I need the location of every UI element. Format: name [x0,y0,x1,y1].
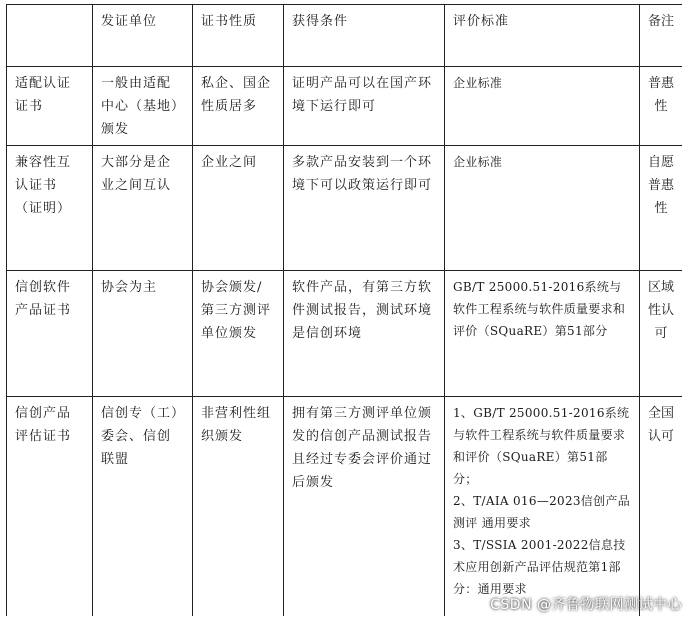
condition-cell: 多款产品安装到一个环境下可以政策运行即可 [284,146,445,271]
certificate-name-cell: 适配认证证书 [7,67,93,146]
certificate-name-cell: 信创软件产品证书 [7,271,93,397]
nature-cell: 非营利性组织颁发 [193,397,284,617]
table-row [7,271,683,397]
note-cell: 自愿普惠性 [640,146,683,271]
standard-cell [445,271,640,397]
standard-line: 企业标准 [453,155,503,169]
header-cell-note: 备注 [640,5,683,67]
document-sheet [6,4,682,616]
standard-cell [445,397,640,617]
header-cell-condition: 获得条件 [284,5,445,67]
issuer-cell: 协会为主 [93,271,193,397]
header-cell-nature: 证书性质 [193,5,284,67]
table-header-row [7,5,683,67]
standard-cell [445,67,640,146]
condition-cell: 拥有第三方测评单位颁发的信创产品测试报告且经过专委会评价通过后颁发 [284,397,445,617]
standard-line: 1、GB/T 25000.51-2016系统与软件工程系统与软件质量要求和评价（SQuaRE）第51部分； [453,406,630,486]
nature-cell: 协会颁发/第三方测评单位颁发 [193,271,284,397]
standard-cell [445,146,640,271]
header-cell-issuer: 发证单位 [93,5,193,67]
condition-cell: 证明产品可以在国产环境下运行即可 [284,67,445,146]
csdn-watermark: CSDN @齐鲁物联网测试中心 [490,597,682,613]
table-row [7,397,683,617]
condition-cell: 软件产品，有第三方软件测试报告，测试环境是信创环境 [284,271,445,397]
standard-line: GB/T 25000.51-2016系统与软件工程系统与软件质量要求和评价（SQuaRE）第51部分 [453,280,626,338]
certificate-name-cell: 信创产品评估证书 [7,397,93,617]
header-cell-standard: 评价标准 [445,5,640,67]
standard-line: 3、T/SSIA 2001-2022信息技术应用创新产品评估规范第1部分：通用要求 [453,538,626,596]
table-row [7,67,683,146]
note-cell: 普惠性 [640,67,683,146]
note-cell: 全国认可 [640,397,683,617]
note-cell: 区域性认可 [640,271,683,397]
standard-line: 2、T/AIA 016—2023信创产品测评 通用要求 [453,494,631,530]
issuer-cell: 大部分是企业之间互认 [93,146,193,271]
issuer-cell: 信创专（工）委会、信创联盟 [93,397,193,617]
certificate-comparison-table [6,4,682,616]
certificate-name-cell: 兼容性互认证书（证明） [7,146,93,271]
table-row [7,146,683,271]
nature-cell: 私企、国企性质居多 [193,67,284,146]
header-cell-name [7,5,93,67]
standard-line: 企业标准 [453,76,503,90]
issuer-cell: 一般由适配中心（基地）颁发 [93,67,193,146]
nature-cell: 企业之间 [193,146,284,271]
